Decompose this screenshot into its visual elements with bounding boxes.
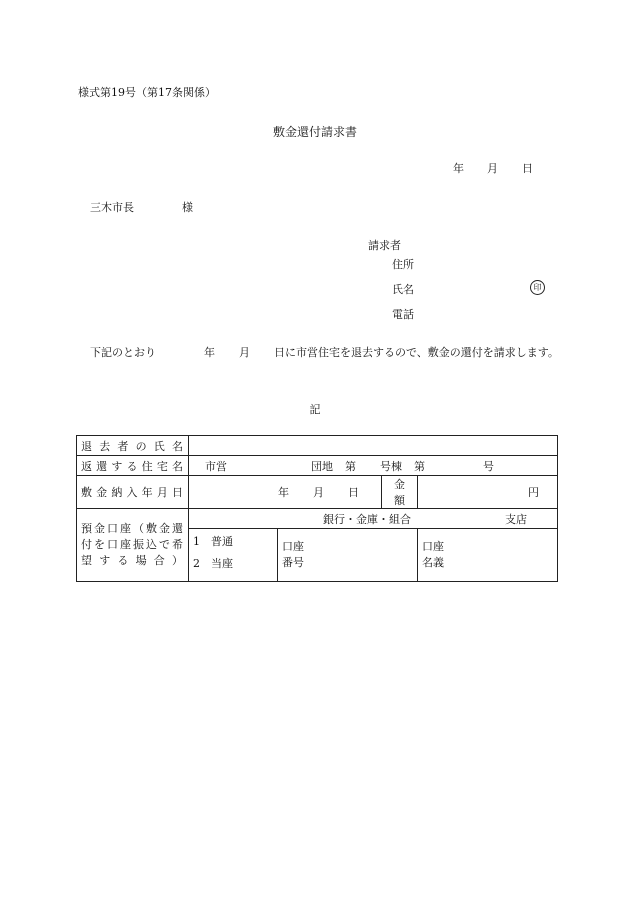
housing-goto: 号棟 <box>380 459 402 473</box>
deposit-day: 日 <box>348 486 359 499</box>
deposit-year: 年 <box>278 486 289 499</box>
statement-year: 年 <box>204 346 215 359</box>
housing-name-label: 返還する住宅名 <box>77 456 189 476</box>
requester-address-label: 住所 <box>392 258 414 271</box>
account-holder-field[interactable] <box>418 529 558 582</box>
retiree-name-label: 退去者の氏名 <box>77 436 189 456</box>
requester-name-label: 氏名 <box>392 283 414 296</box>
form-id: 様式第19号（第17条関係） <box>78 86 216 99</box>
deposit-date-label: 敷金納入年月日 <box>77 476 189 509</box>
housing-dai2: 第 <box>414 459 425 473</box>
account-holder-label-1: 口座 <box>422 540 444 553</box>
housing-name-field[interactable] <box>189 456 558 476</box>
account-holder-label-2: 名義 <box>422 556 444 569</box>
requester-label: 請求者 <box>368 239 401 252</box>
account-type-current[interactable]: 2 当座 <box>193 557 233 570</box>
retiree-name-field[interactable] <box>189 436 558 456</box>
amount-field[interactable] <box>418 476 558 509</box>
seal-mark: 印 <box>530 280 545 295</box>
housing-city: 市営 <box>205 459 227 473</box>
bank-account-label: 預金口座（敷金還付を口座振込で希望する場合） <box>77 509 189 582</box>
request-statement <box>78 344 560 362</box>
statement-month: 月 <box>239 346 250 359</box>
request-form-table <box>76 435 558 582</box>
document-title: 敷金還付請求書 <box>272 125 357 139</box>
account-number-label-2: 番号 <box>282 556 304 569</box>
ki-heading: 記 <box>309 403 321 416</box>
account-number-field[interactable] <box>278 529 418 582</box>
housing-danchi: 団地 <box>311 459 333 473</box>
deposit-month: 月 <box>313 486 324 499</box>
date-year: 年 <box>453 162 464 175</box>
bank-types: 銀行・金庫・組合 <box>323 512 411 526</box>
account-number-label-1: 口座 <box>282 540 304 553</box>
account-type-field[interactable] <box>189 529 278 582</box>
addressee-name: 三木市長 <box>90 201 134 214</box>
date-day: 日 <box>522 162 533 175</box>
requester-phone-label: 電話 <box>392 308 414 321</box>
date-month: 月 <box>487 162 498 175</box>
deposit-date-field[interactable] <box>189 476 382 509</box>
statement-suffix: 日に市営住宅を退去するので、敷金の還付を請求します。 <box>274 346 559 359</box>
bank-name-field[interactable] <box>189 509 558 529</box>
housing-dai1: 第 <box>345 459 356 473</box>
statement-prefix: 下記のとおり <box>90 346 156 359</box>
housing-go: 号 <box>483 459 494 473</box>
amount-yen: 円 <box>528 486 539 499</box>
addressee-honorific: 様 <box>182 201 193 214</box>
account-type-ordinary[interactable]: 1 普通 <box>193 535 233 548</box>
amount-label: 金 額 <box>382 476 418 509</box>
bank-branch: 支店 <box>505 512 527 526</box>
